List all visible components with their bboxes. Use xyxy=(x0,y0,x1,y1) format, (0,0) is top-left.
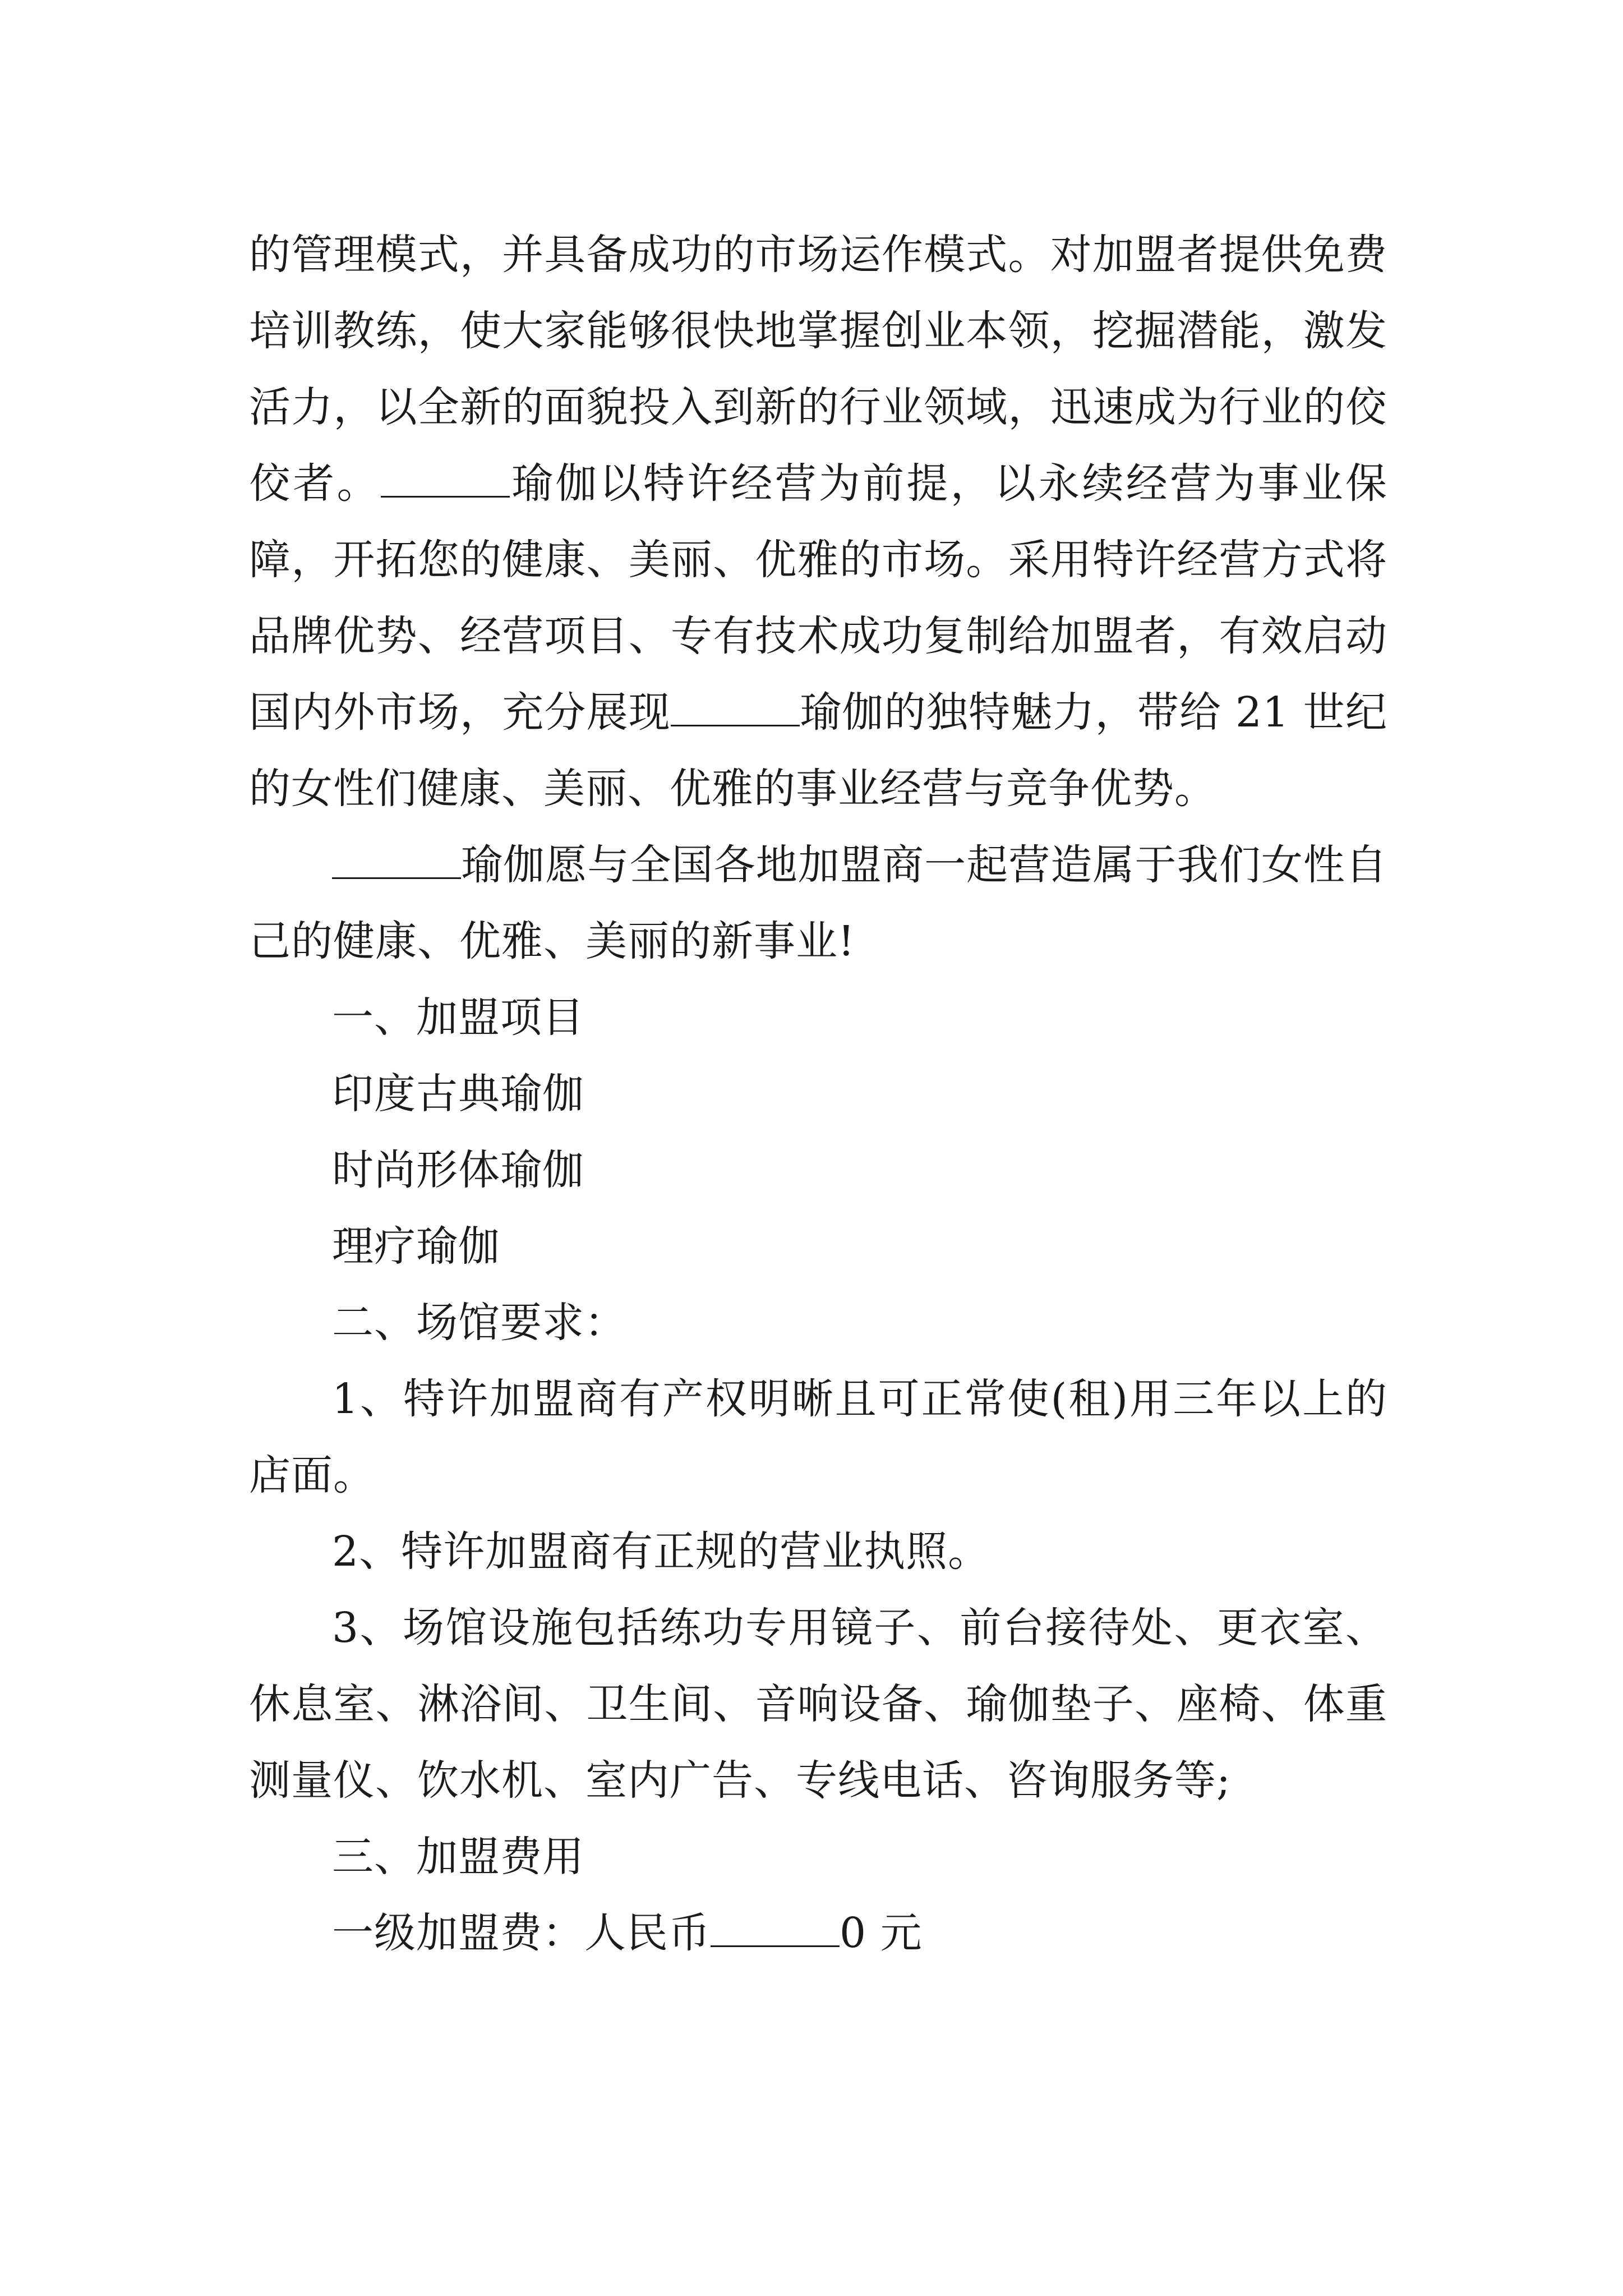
paragraph-vision xyxy=(249,827,1387,979)
requirement-item: 3、场馆设施包括练功专用镜子、前台接待处、更衣室、休息室、淋浴间、卫生间、音响设备、瑜伽垫子、座椅、体重测量仪、饮水机、室内广告、专线电话、咨询服务等; xyxy=(249,1604,1387,1805)
project-item: 理疗瑜伽 xyxy=(332,1222,500,1271)
project-item: 时尚形体瑜伽 xyxy=(332,1146,584,1194)
paragraph-text: 瑜伽以特许经营为前提，以永续经营为事业保障，开拓您的健康、美丽、优雅的市场。采用特许经营方式将品牌优势、经营项目、专有技术成功复制给加盟者，有效启动国内外市场，充分展现 xyxy=(249,459,1388,737)
paragraph-intro xyxy=(249,217,1387,827)
section-heading-venue: 二、场馆要求： xyxy=(332,1299,626,1347)
requirement-item: 1、特许加盟商有产权明晰且可正常使(租)用三年以上的店面。 xyxy=(249,1375,1387,1499)
document-body xyxy=(249,217,1387,1971)
paragraph-text: 瑜伽愿与全国各地加盟商一起营造属于我们女性自己的健康、优雅、美丽的新事业! xyxy=(249,841,1387,965)
paragraph-text: 瑜伽的独特魅力，带给 21 世纪的女性们健康、美丽、优雅的事业经营与竞争优势。 xyxy=(249,688,1387,813)
blank-line xyxy=(332,840,461,879)
blank-line xyxy=(671,687,800,726)
section-heading-fees: 三、加盟费用 xyxy=(332,1833,584,1881)
fee-label: 一级加盟费：人民币 xyxy=(332,1909,711,1957)
fee-line xyxy=(249,1895,1387,1971)
blank-line xyxy=(711,1908,840,1947)
requirement-item: 2、特许加盟商有正规的营业执照。 xyxy=(332,1527,990,1576)
fee-value: 0 元 xyxy=(840,1909,923,1957)
section-heading-projects: 一、加盟项目 xyxy=(332,993,584,1042)
blank-line xyxy=(381,458,510,498)
paragraph-text: 的管理模式，并具备成功的市场运作模式。对加盟者提供免费培训教练，使大家能够很快地掌握创业本领，挖掘潜能，激发活力，以全新的面貌投入到新的行业领域，迅速成为行业的佼佼者。 xyxy=(249,231,1387,508)
project-item: 印度古典瑜伽 xyxy=(332,1070,584,1118)
